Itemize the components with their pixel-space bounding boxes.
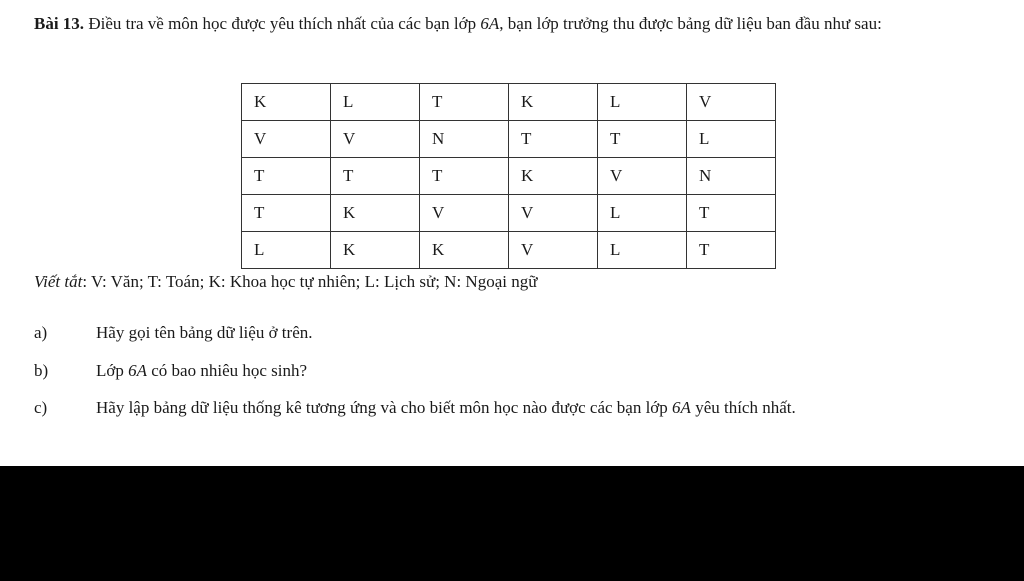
abbreviation-text: : V: Văn; T: Toán; K: Khoa học tự nhiên; L: Lịch sử; N: Ngoại ngữ bbox=[82, 272, 538, 291]
table-row bbox=[242, 121, 776, 158]
table-cell: V bbox=[598, 158, 687, 195]
table-cell: V bbox=[687, 84, 776, 121]
table-cell: K bbox=[242, 84, 331, 121]
table-cell: V bbox=[331, 121, 420, 158]
question-label: c) bbox=[34, 398, 48, 417]
table-cell: T bbox=[242, 158, 331, 195]
problem-class-name: 6A bbox=[480, 14, 500, 33]
table-row bbox=[242, 158, 776, 195]
table-cell: L bbox=[687, 121, 776, 158]
table-cell: T bbox=[687, 232, 776, 269]
table-cell: T bbox=[242, 195, 331, 232]
table-cell: T bbox=[420, 158, 509, 195]
table-cell: T bbox=[598, 121, 687, 158]
table-cell: L bbox=[331, 84, 420, 121]
table-cell: K bbox=[331, 232, 420, 269]
question-class-name: 6A bbox=[672, 398, 691, 417]
problem-text-before: Điều tra về môn học được yêu thích nhất của các bạn lớp bbox=[84, 14, 481, 33]
table-cell: V bbox=[509, 232, 598, 269]
question-text-before: Lớp bbox=[96, 361, 129, 380]
table-row bbox=[242, 195, 776, 232]
question-label: a) bbox=[34, 323, 48, 342]
table-cell: K bbox=[509, 158, 598, 195]
question-text-before: Hãy lập bảng dữ liệu thống kê tương ứng và cho biết môn học nào được các bạn lớp bbox=[96, 398, 673, 417]
question-text-after: có bao nhiêu học sinh? bbox=[147, 361, 308, 380]
question-c bbox=[34, 398, 796, 418]
table-cell: T bbox=[687, 195, 776, 232]
table-cell: N bbox=[420, 121, 509, 158]
table-cell: T bbox=[509, 121, 598, 158]
question-b bbox=[34, 361, 307, 381]
table-cell: L bbox=[598, 232, 687, 269]
problem-text-after: , bạn lớp trưởng thu được bảng dữ liệu ban đầu như sau: bbox=[499, 14, 882, 33]
problem-statement bbox=[34, 8, 994, 40]
question-label: b) bbox=[34, 361, 49, 380]
raw-data-table bbox=[241, 83, 776, 269]
table-cell: V bbox=[509, 195, 598, 232]
table-row bbox=[242, 84, 776, 121]
table-cell: N bbox=[687, 158, 776, 195]
table-cell: T bbox=[420, 84, 509, 121]
table-cell: T bbox=[331, 158, 420, 195]
table-cell: K bbox=[509, 84, 598, 121]
table-cell: L bbox=[242, 232, 331, 269]
question-text-after: yêu thích nhất. bbox=[690, 398, 796, 417]
abbreviation-note bbox=[34, 272, 537, 292]
question-a bbox=[34, 323, 312, 343]
table-cell: V bbox=[420, 195, 509, 232]
table-cell: K bbox=[420, 232, 509, 269]
table-cell: V bbox=[242, 121, 331, 158]
table-cell: K bbox=[331, 195, 420, 232]
abbreviation-label: Viết tắt bbox=[34, 272, 83, 291]
question-class-name: 6A bbox=[128, 361, 148, 380]
table-row bbox=[242, 232, 776, 269]
problem-number: Bài 13. bbox=[34, 14, 85, 33]
table-cell: L bbox=[598, 84, 687, 121]
question-text: Hãy gọi tên bảng dữ liệu ở trên. bbox=[96, 323, 313, 342]
table-cell: L bbox=[598, 195, 687, 232]
